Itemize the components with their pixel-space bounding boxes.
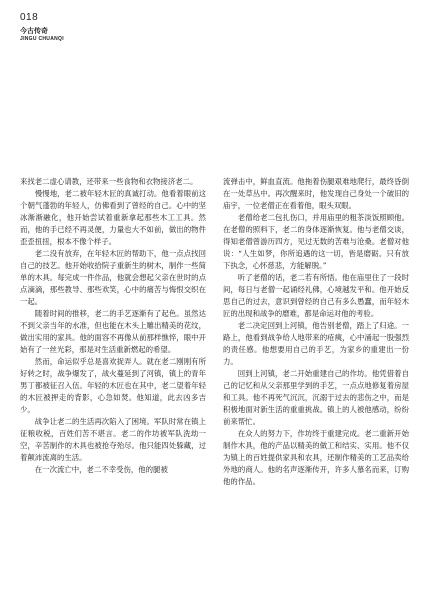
article-body: [20, 176, 409, 488]
paragraph: 流弹击中，鲜血直流。他拖着伤腿艰难地爬行，最终昏倒在一处草丛中。再次醒来时，他发现自己身处一个破旧的庙宇，一位老僧正在看着他，眼头双眼。: [223, 177, 409, 210]
left-column: [20, 176, 206, 488]
paragraph: 随着时间的推移，老二的手艺逐渐有了起色。虽然达不到父亲当年的水准，但也能在木头上雕出精美的花纹，做出实用的家具。他的面容不再像从前那样憔悴，眼中开始有了一丝光彩，那是对生活重新燃起的希望。: [20, 309, 206, 354]
paragraph: 然而，命运似乎总是喜欢捉弄人。就在老二刚刚有所好转之时，战争爆发了，战火蔓延到了河镇，镇上的青年男丁都被征召入伍。年轻的木匠也在其中，老二望着年轻的木匠被押走的背影，心急如焚。他知道，此去凶多吉少。: [20, 357, 206, 414]
paragraph: 慢慢地，老二被年轻木匠的真诚打动。他看着眼前这个朝气蓬勃的年轻人，仿佛看到了曾经的自己。心中的坚冰渐渐融化，他开始尝试着重新拿起那些木工工具。然而，他的手已经不再灵便，力量也大不如前，做出的物件歪歪扭扭，根本不像个样子。: [20, 189, 206, 246]
page-header: [20, 12, 64, 43]
paragraph: 战争让老二的生活再次陷入了困境。军队时常在镇上征粮收税，百姓们苦不堪言。老二的作坊被军队洗劫一空，辛苦制作的木具也被抢夺殆尽。他只能四处躲藏，过着颠沛流离的生活。: [20, 417, 206, 462]
paragraph: 在众人的努力下，作坊终于重建完成。老二重新开始制作木具，他的产品以精美的做工和结实、实用。他不仅为镇上的百姓提供家具和农具，还制作精美的工艺品卖给外地的商人。他的名声逐渐传开，许多人慕名而来，订购他的作品。: [223, 429, 409, 486]
paragraph: 老二没有放弃，在年轻木匠的帮助下，他一点点找回自己的技艺。他开始收拾院子重新生的树木，制作一些简单的木具。每完成一件作品，他就会想起父亲在世时的点点滴滴，那些教导、那些欢笑，心中的痛苦与悔恨交织在一起。: [20, 249, 206, 306]
paragraph: 在一次流亡中，老二不幸受伤，他的腿被: [34, 465, 168, 474]
paragraph: 听了老僧的话，老二若有所悟。他在庙里住了一段时间，每日与老僧一起诵经礼佛，心境越发平和。他开始反思自己的过去，意识到曾经的自己有多么愚蠢，而年轻木匠的出现和战争的磨难，都是命运对他的考验。: [223, 273, 409, 318]
paragraph: 来找老二虚心请教，还带来一些食物和衣物接济老二。: [20, 177, 198, 186]
paragraph: 回到上河镇，老二开始重建自己的作坊。他凭借着自己的记忆和从父亲那里学到的手艺，一点点地修复着房屋和工具。他不再死气沉沉，沉溺于过去的悲伤之中，而是积极地面对新生活的重重挑战。镇上的人被他感动，纷纷前来帮忙。: [223, 369, 409, 426]
paragraph: 老二决定回到上河镇，他告别老僧，踏上了归途。一路上，他看到战争给人地带来的疮痍，心中涌起一股强烈的责任感。他想要用自己的手艺，为家乡的重建出一份力。: [223, 321, 409, 366]
page-number: 018: [20, 12, 39, 23]
paragraph: 老僧给老二包扎伤口，并用庙里的粗茶淡饭照顾他。在老僧的照料下，老二的身体逐渐恢复。他与老僧交谈，得知老僧曾游历四方，见过无数的苦难与沧桑。老僧对他说：“人生如梦，你所追遇的这一切，皆是磨砺。只有放下执念，心怀慈悲，方能解脱。”: [223, 213, 409, 270]
magazine-title-pinyin: JINGU CHUANQI: [20, 36, 64, 42]
right-column: [223, 176, 409, 488]
magazine-title: 今古传奇: [20, 27, 48, 35]
